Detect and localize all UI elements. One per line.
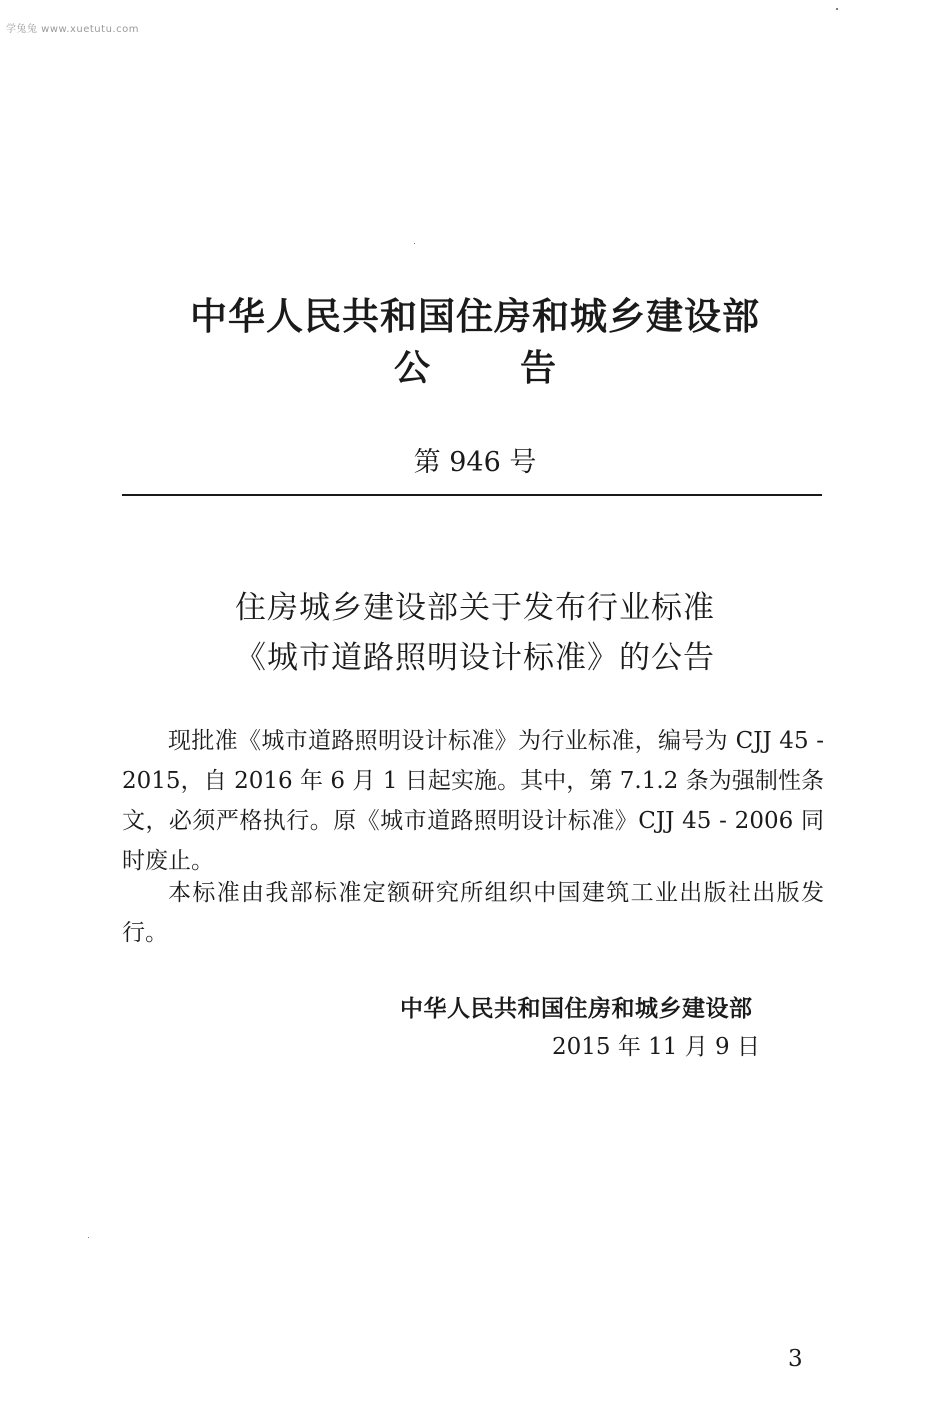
body-paragraph-1: 现批准《城市道路照明设计标准》为行业标准，编号为 CJJ 45 - 2015，自 2016 年 6 月 1 日起实施。其中，第 7.1.2 条为强制性条文，必须严格执行。原《城市道路照明设计标准》CJJ 45 - 2006 同时废止。 (122, 728, 824, 874)
divider-rule (122, 494, 822, 496)
signature-organization: 中华人民共和国住房和城乡建设部 (400, 996, 753, 1022)
scan-speck (414, 243, 415, 244)
notice-number: 第 946 号 (413, 447, 537, 478)
notice-title-line1: 住房城乡建设部关于发布行业标准 (235, 590, 715, 626)
scan-speck (836, 8, 838, 10)
signature-date: 2015 年 11 月 9 日 (552, 1034, 760, 1060)
body-paragraph-2: 本标准由我部标准定额研究所组织中国建筑工业出版社出版发行。 (122, 880, 824, 946)
page-number: 3 (788, 1346, 803, 1372)
watermark: 学兔兔 www.xuetutu.com (6, 24, 139, 35)
notice-title-line2: 《城市道路照明设计标准》的公告 (235, 640, 715, 676)
ministry-heading: 中华人民共和国住房和城乡建设部 (190, 295, 760, 338)
notice-label: 公告 (393, 348, 646, 389)
scan-speck (88, 1237, 89, 1238)
